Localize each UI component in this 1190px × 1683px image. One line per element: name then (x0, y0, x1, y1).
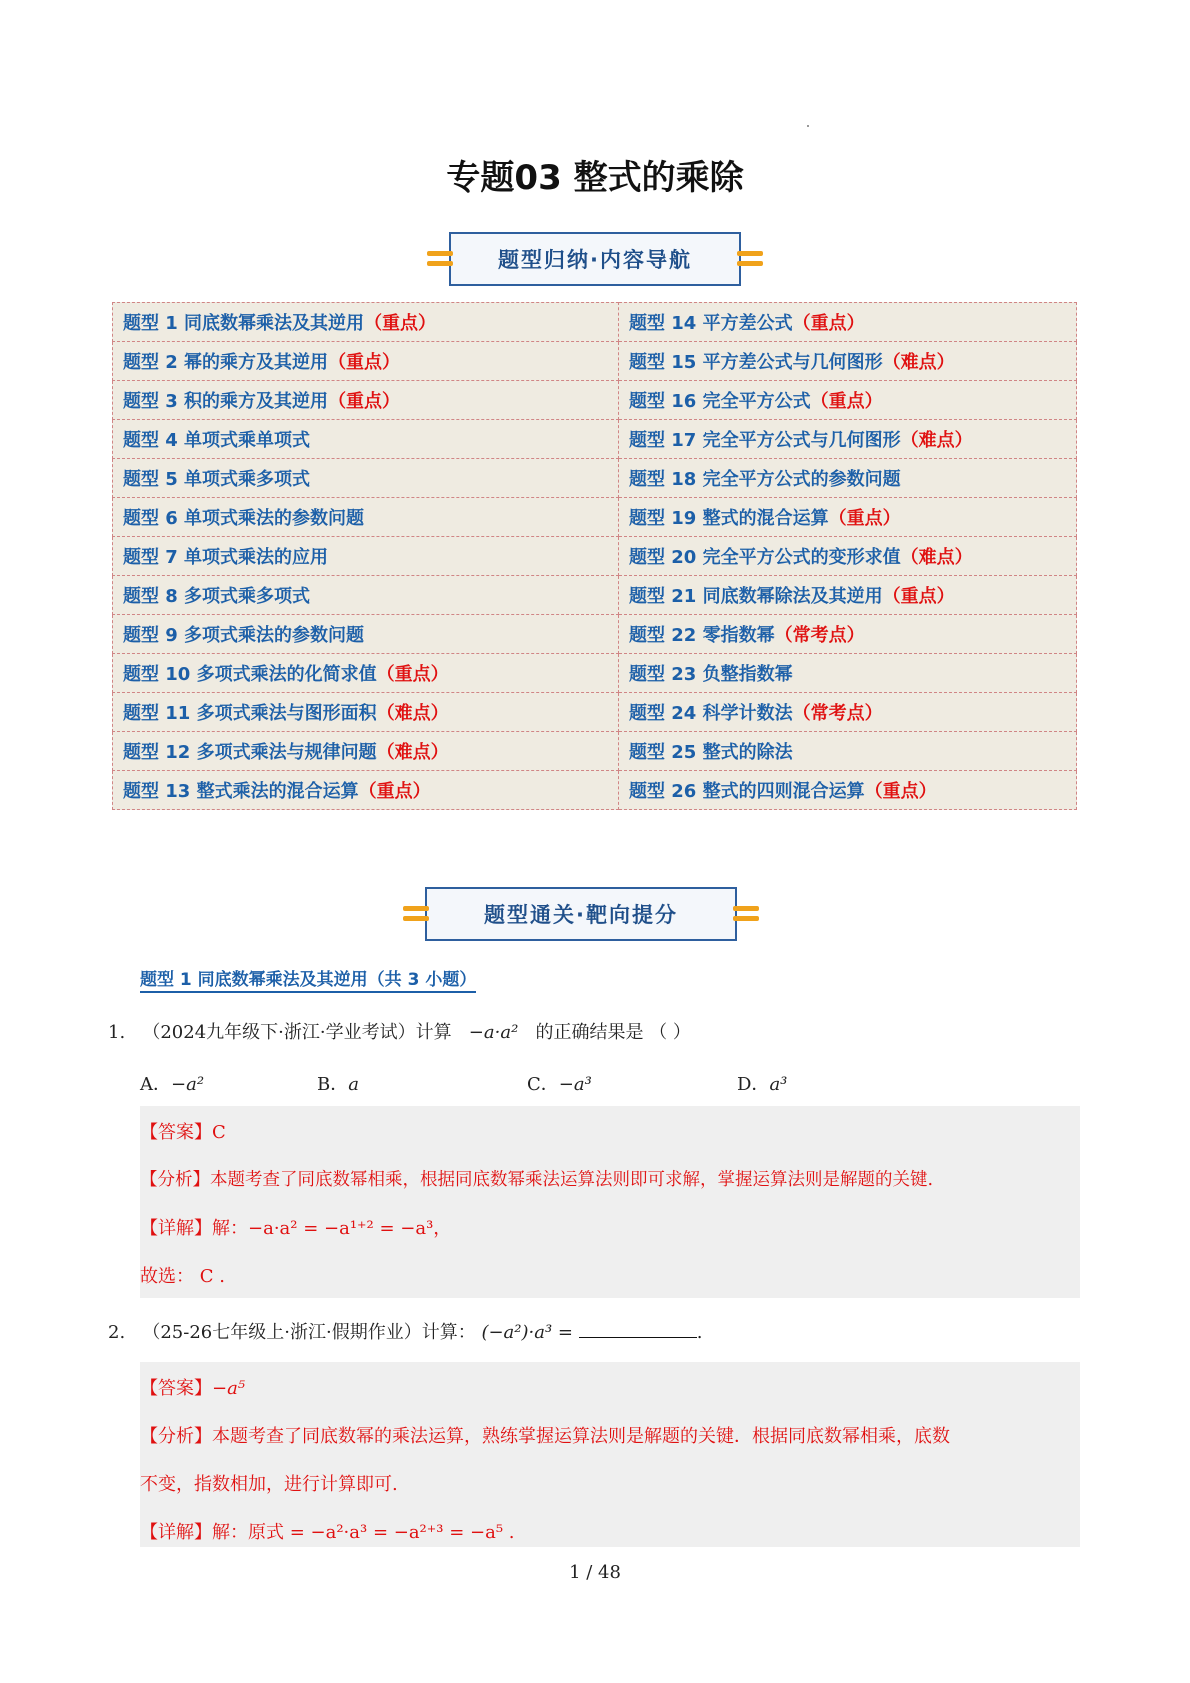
equals-decoration-icon (731, 902, 761, 926)
option-value: −a³ (558, 1074, 592, 1095)
topic-item[interactable] (619, 693, 1077, 732)
topic-row (113, 732, 1077, 771)
question-2 (108, 1318, 702, 1344)
topic-item[interactable] (619, 381, 1077, 420)
topic-tag: （重点） (328, 352, 401, 373)
topic-tag: （常考点） (774, 625, 865, 646)
banner-navigation (0, 232, 1190, 286)
option-a (140, 1070, 204, 1096)
choice-line: 故选： C . (140, 1266, 225, 1287)
topic-label: 题型 22 零指数幂 (629, 625, 775, 646)
analysis-line (140, 1422, 950, 1448)
topic-label: 题型 25 整式的除法 (629, 742, 793, 763)
topic-table (112, 302, 1077, 810)
topic-label: 题型 15 平方差公式与几何图形 (629, 352, 883, 373)
answer-line (140, 1118, 226, 1144)
question-number: 2. (108, 1322, 126, 1343)
topic-item[interactable] (113, 576, 619, 615)
answer-label: 【答案】 (140, 1378, 212, 1399)
topic-label: 题型 1 同底数幂乘法及其逆用 (123, 313, 365, 334)
topic-tag: （重点） (792, 313, 865, 334)
topic-item[interactable] (113, 498, 619, 537)
answer-line (140, 1374, 245, 1400)
topic-row (113, 537, 1077, 576)
topic-tag: （难点） (900, 547, 973, 568)
answer-label: 【答案】 (140, 1122, 212, 1143)
topic-item[interactable] (619, 459, 1077, 498)
topic-item[interactable] (619, 576, 1077, 615)
topic-tag: （重点） (882, 586, 955, 607)
option-letter: C． (527, 1074, 559, 1095)
topic-label: 题型 5 单项式乘多项式 (123, 469, 311, 490)
topic-label: 题型 12 多项式乘法与规律问题 (123, 742, 377, 763)
topic-tag: （重点） (358, 781, 431, 802)
option-b (317, 1070, 359, 1096)
topic-label: 题型 4 单项式乘单项式 (123, 430, 311, 451)
question-1 (108, 1018, 691, 1044)
analysis-line (140, 1166, 933, 1191)
answer-value: C (212, 1122, 226, 1143)
topic-item[interactable] (113, 615, 619, 654)
topic-label: 题型 16 完全平方公式 (629, 391, 811, 412)
option-letter: B． (317, 1074, 349, 1095)
topic-row (113, 498, 1077, 537)
question-tail: 的正确结果是 （ ） (535, 1022, 691, 1043)
topic-label: 题型 24 科学计数法 (629, 703, 793, 724)
topic-row (113, 693, 1077, 732)
answer-box-1 (140, 1106, 1080, 1298)
topic-item[interactable] (113, 420, 619, 459)
topic-label: 题型 10 多项式乘法的化简求值 (123, 664, 377, 685)
topic-tag: （常考点） (792, 703, 883, 724)
topic-tag: （难点） (376, 703, 449, 724)
topic-item[interactable] (619, 654, 1077, 693)
topic-row (113, 771, 1077, 810)
option-letter: A． (140, 1074, 171, 1095)
topic-row (113, 654, 1077, 693)
topic-label: 题型 20 完全平方公式的变形求值 (629, 547, 901, 568)
banner-navigation-label: 题型归纳·内容导航 (449, 232, 741, 286)
topic-label: 题型 21 同底数幂除法及其逆用 (629, 586, 883, 607)
topic-label: 题型 2 幂的乘方及其逆用 (123, 352, 329, 373)
topic-item[interactable] (619, 303, 1077, 342)
topic-tag: （难点） (882, 352, 955, 373)
analysis-text: 本题考查了同底数幂的乘法运算，熟练掌握运算法则是解题的关键．根据同底数幂相乘，底数 (212, 1426, 950, 1447)
detail-label: 【详解】 (140, 1218, 212, 1239)
topic-label: 题型 14 平方差公式 (629, 313, 793, 334)
topic-row (113, 576, 1077, 615)
topic-item[interactable] (113, 771, 619, 810)
topic-item[interactable] (619, 615, 1077, 654)
topic-row (113, 342, 1077, 381)
equals-decoration-icon (735, 247, 765, 271)
topic-label: 题型 3 积的乘方及其逆用 (123, 391, 329, 412)
topic-tag: （重点） (810, 391, 883, 412)
topic-item[interactable] (619, 498, 1077, 537)
topic-label: 题型 18 完全平方公式的参数问题 (629, 469, 901, 490)
question-number: 1. (108, 1022, 126, 1043)
analysis-text: 本题考查了同底数幂相乘，根据同底数幂乘法运算法则即可求解，掌握运算法则是解题的关键. (210, 1170, 934, 1190)
topic-item[interactable] (113, 654, 619, 693)
banner-practice-label: 题型通关·靶向提分 (425, 887, 737, 941)
question-expression: −a·a² (468, 1022, 519, 1043)
page-title: 专题03 整式的乘除 (446, 158, 744, 198)
topic-label: 题型 11 多项式乘法与图形面积 (123, 703, 377, 724)
detail-text: 解：原式 = −a²·a³ = −a²⁺³ = −a⁵ . (212, 1522, 515, 1543)
question-source: （25-26七年级上·浙江·假期作业）计算： (142, 1322, 476, 1343)
answer-value: −a⁵ (212, 1378, 246, 1399)
question-expression: (−a²)·a³ = (481, 1322, 573, 1343)
topic-item[interactable] (113, 732, 619, 771)
topic-tag: （重点） (828, 508, 901, 529)
option-letter: D． (737, 1074, 770, 1095)
topic-row (113, 381, 1077, 420)
topic-label: 题型 19 整式的混合运算 (629, 508, 829, 529)
topic-row (113, 615, 1077, 654)
topic-row (113, 303, 1077, 342)
detail-label: 【详解】 (140, 1522, 212, 1543)
question-source: （2024九年级下·浙江·学业考试）计算 (142, 1022, 452, 1043)
page-number: 1 / 48 (569, 1562, 621, 1583)
topic-label: 题型 23 负整指数幂 (629, 664, 793, 685)
topic-item[interactable] (619, 537, 1077, 576)
topic-label: 题型 9 多项式乘法的参数问题 (123, 625, 365, 646)
detail-line (140, 1518, 515, 1544)
option-value: −a² (171, 1074, 205, 1095)
analysis-label: 【分析】 (140, 1170, 210, 1190)
topic-item[interactable] (113, 693, 619, 732)
equals-decoration-icon (401, 902, 431, 926)
option-c (527, 1070, 592, 1096)
topic-tag: （重点） (864, 781, 937, 802)
banner-practice (0, 887, 1176, 941)
topic-item[interactable] (113, 537, 619, 576)
topic-label: 题型 7 单项式乘法的应用 (123, 547, 329, 568)
topic-tag: （重点） (364, 313, 437, 334)
option-value: a (348, 1074, 359, 1095)
section-heading: 题型 1 同底数幂乘法及其逆用（共 3 小题） (140, 965, 476, 993)
detail-line (140, 1214, 451, 1240)
topic-row (113, 420, 1077, 459)
topic-label: 题型 6 单项式乘法的参数问题 (123, 508, 365, 529)
topic-label: 题型 26 整式的四则混合运算 (629, 781, 865, 802)
analysis-label: 【分析】 (140, 1426, 212, 1447)
option-d (737, 1070, 787, 1096)
detail-text: 解：−a·a² = −a¹⁺² = −a³， (212, 1218, 452, 1239)
topic-item[interactable] (619, 420, 1077, 459)
topic-item[interactable] (113, 342, 619, 381)
question-end: . (696, 1322, 703, 1343)
equals-decoration-icon (425, 247, 455, 271)
scan-dot (807, 125, 809, 127)
analysis-continuation: 不变，指数相加，进行计算即可. (140, 1474, 398, 1495)
topic-label: 题型 17 完全平方公式与几何图形 (629, 430, 901, 451)
topic-tag: （重点） (328, 391, 401, 412)
topic-label: 题型 8 多项式乘多项式 (123, 586, 311, 607)
topic-item[interactable] (619, 771, 1077, 810)
topic-item[interactable] (619, 732, 1077, 771)
topic-tag: （难点） (376, 742, 449, 763)
answer-blank[interactable] (579, 1319, 697, 1338)
topic-item[interactable] (619, 342, 1077, 381)
topic-row (113, 459, 1077, 498)
topic-tag: （难点） (900, 430, 973, 451)
topic-item[interactable] (113, 381, 619, 420)
topic-item[interactable] (113, 303, 619, 342)
topic-label: 题型 13 整式乘法的混合运算 (123, 781, 359, 802)
topic-tag: （重点） (376, 664, 449, 685)
option-value: a³ (769, 1074, 788, 1095)
topic-item[interactable] (113, 459, 619, 498)
